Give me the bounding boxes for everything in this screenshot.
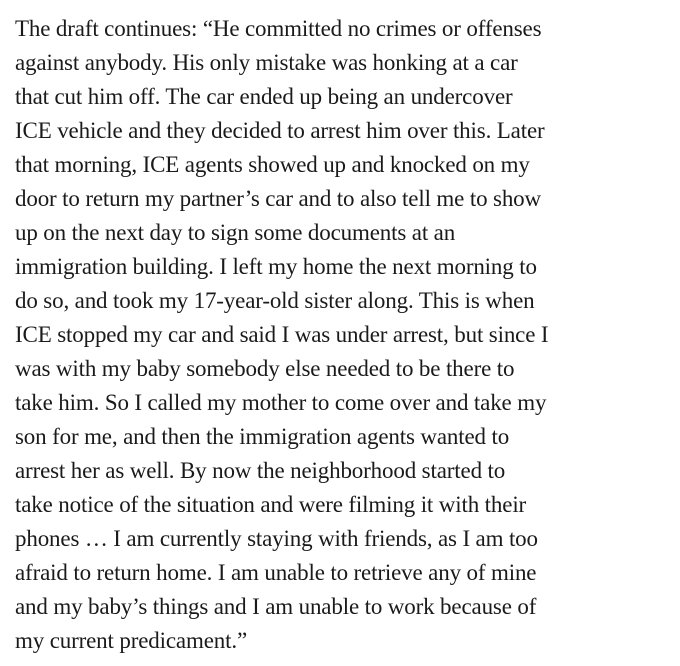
paragraph-line: ICE vehicle and they decided to arrest him over this. Later: [15, 118, 545, 143]
paragraph-line: son for me, and then the immigration agents wanted to: [15, 424, 510, 449]
paragraph-line: immigration building. I left my home the next morning to: [15, 254, 537, 279]
paragraph-line: do so, and took my 17-year-old sister along. This is when: [15, 288, 535, 313]
paragraph-line: take notice of the situation and were filming it with their: [15, 492, 527, 517]
paragraph-line: The draft continues: “He committed no crimes or offenses: [15, 16, 542, 41]
paragraph-line: phones … I am currently staying with friends, as I am too: [15, 526, 538, 551]
article-paragraph: [15, 12, 670, 658]
paragraph-line: against anybody. His only mistake was honking at a car: [15, 50, 518, 75]
paragraph-line: ICE stopped my car and said I was under arrest, but since I: [15, 322, 549, 347]
paragraph-line: arrest her as well. By now the neighborhood started to: [15, 458, 506, 483]
paragraph-line: and my baby’s things and I am unable to work because of: [15, 594, 537, 619]
paragraph-line: take him. So I called my mother to come over and take my: [15, 390, 547, 415]
paragraph-line: my current predicament.”: [15, 628, 248, 653]
paragraph-line: that cut him off. The car ended up being an undercover: [15, 84, 513, 109]
paragraph-line: that morning, ICE agents showed up and knocked on my: [15, 152, 530, 177]
paragraph-line: up on the next day to sign some documents at an: [15, 220, 456, 245]
paragraph-line: was with my baby somebody else needed to be there to: [15, 356, 515, 381]
paragraph-line: afraid to return home. I am unable to retrieve any of mine: [15, 560, 537, 585]
paragraph-line: door to return my partner’s car and to also tell me to show: [15, 186, 541, 211]
